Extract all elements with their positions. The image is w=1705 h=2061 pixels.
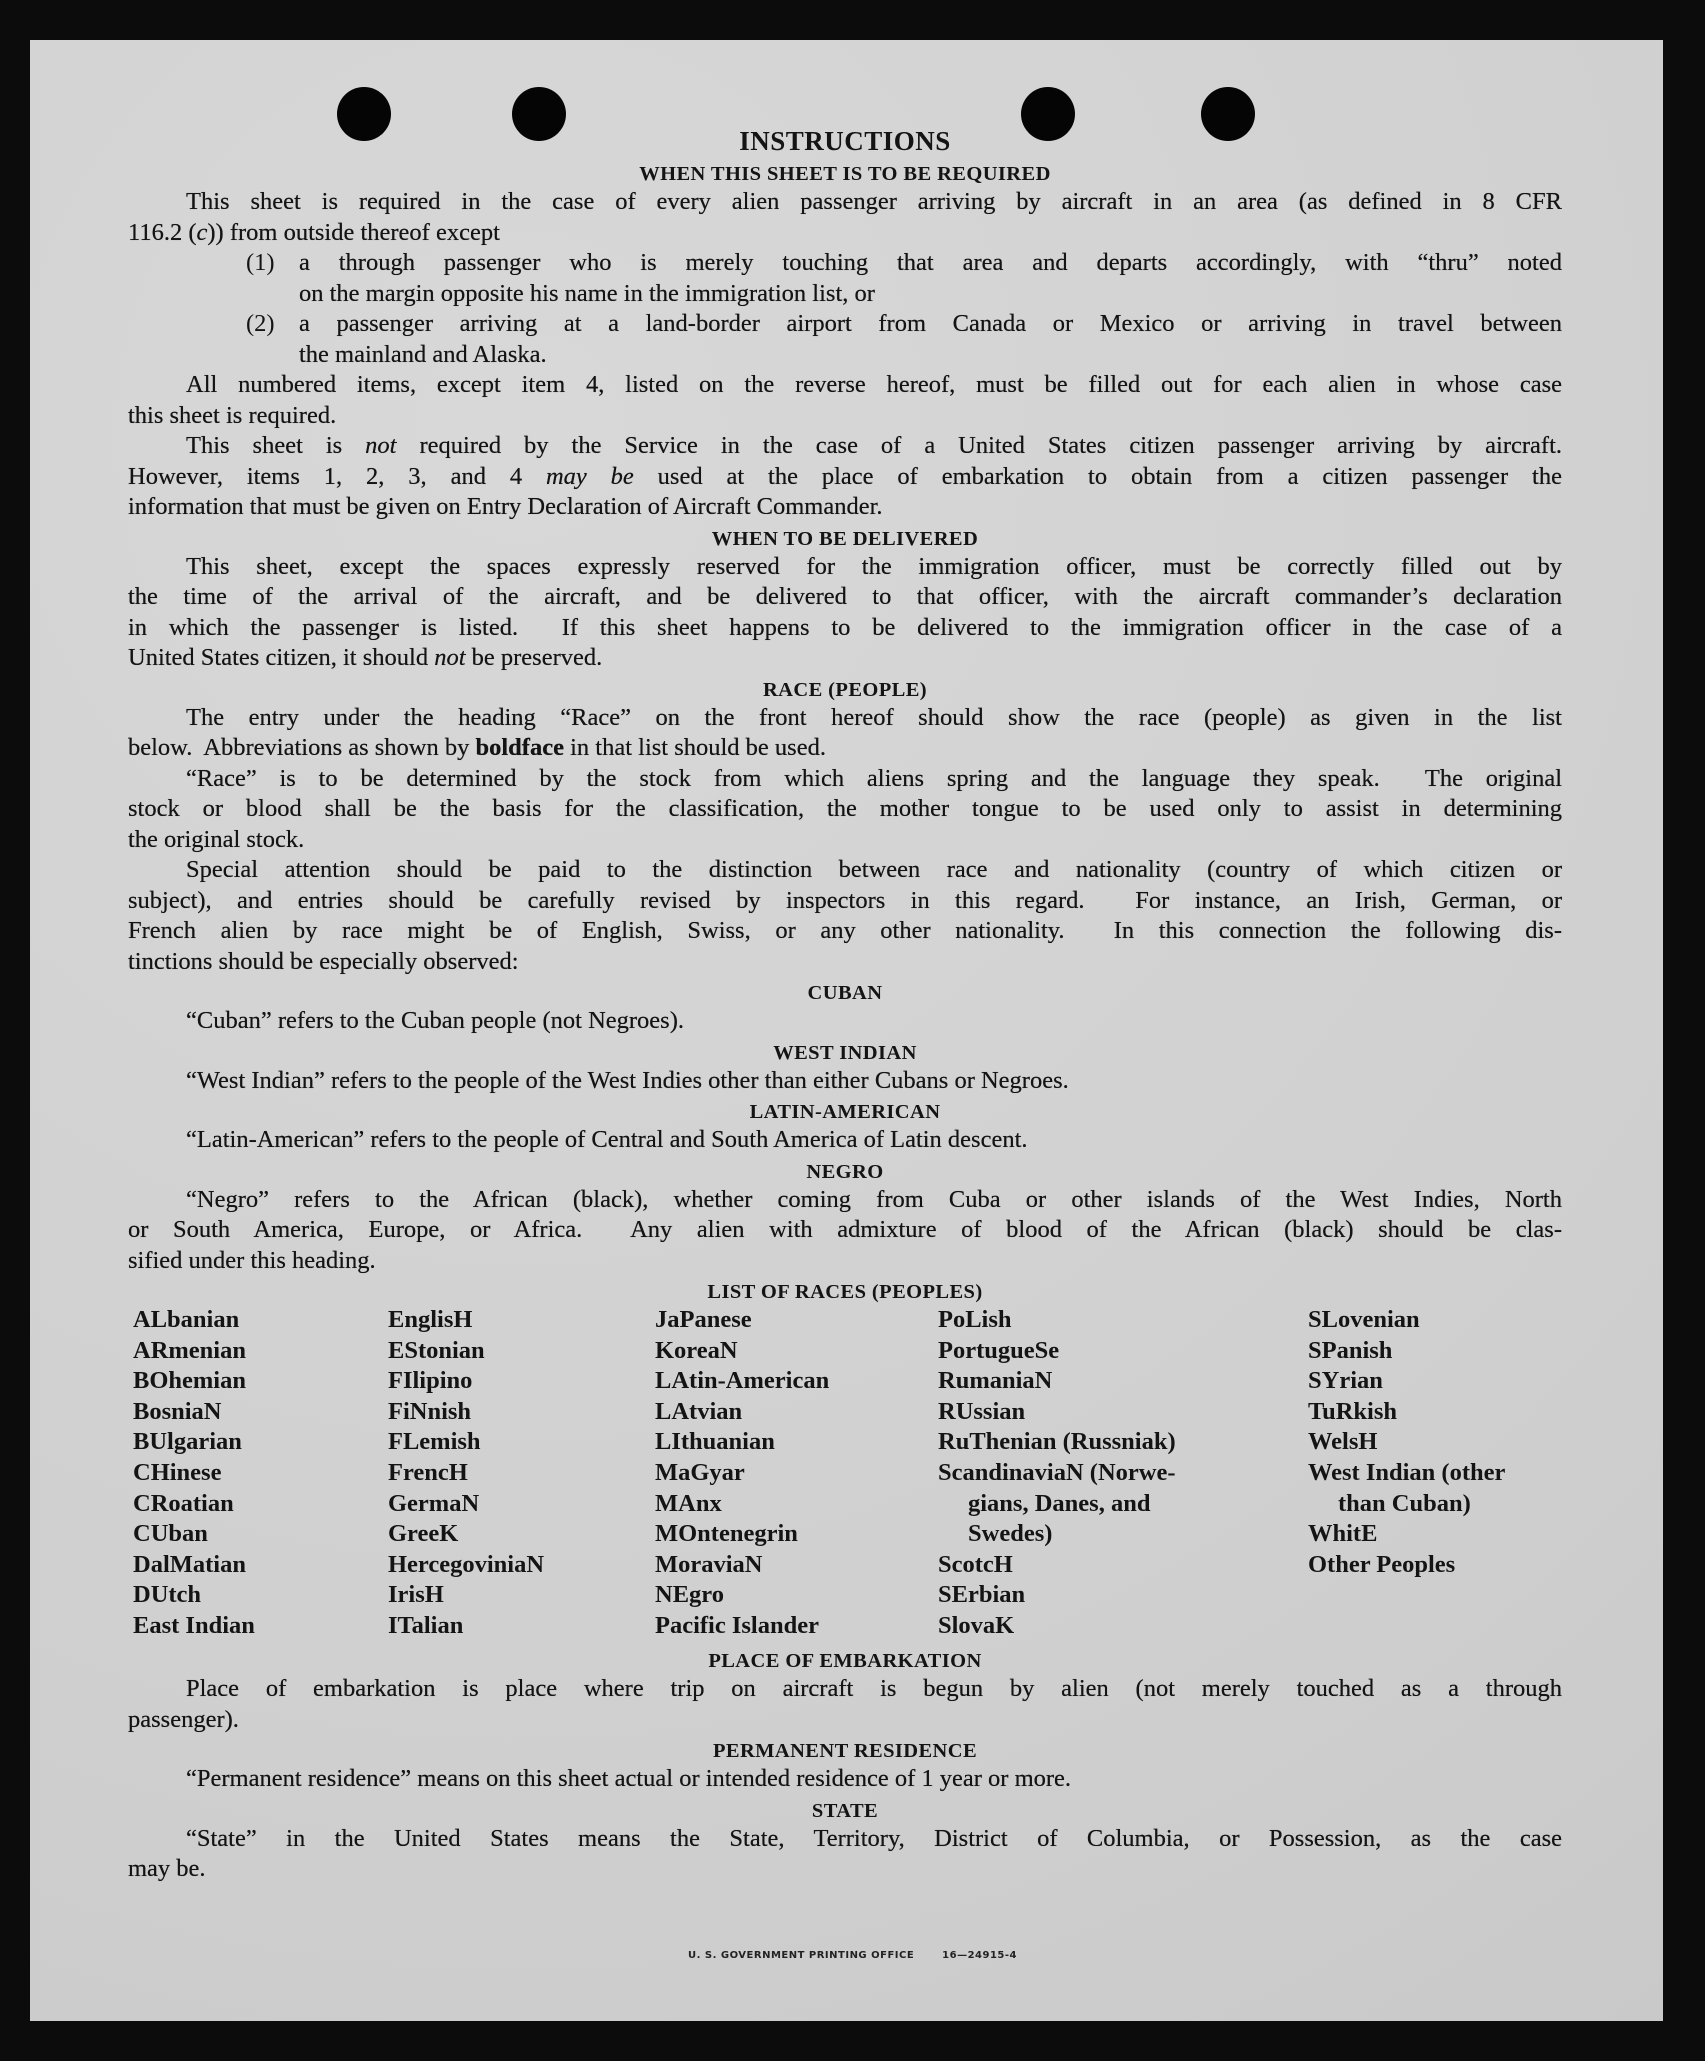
- race-name-line: ALbanian: [133, 1306, 240, 1333]
- race-entry: [1308, 1458, 1505, 1519]
- race-entry: [388, 1427, 481, 1458]
- instructions-body: [128, 124, 1562, 1885]
- race-entry: [655, 1611, 819, 1642]
- text-segment: on the margin opposite his name in the immigration list, or: [299, 279, 875, 307]
- race-name-line: SYrian: [1308, 1367, 1383, 1395]
- text-line: [128, 1215, 1562, 1246]
- race-entry: [655, 1305, 752, 1336]
- race-name-line: JaPanese: [655, 1306, 752, 1333]
- race-name-line: RuThenian (Russniak): [938, 1428, 1176, 1456]
- section-heading: WHEN THIS SHEET IS TO BE REQUIRED: [639, 163, 1051, 185]
- race-name-line: East Indian: [133, 1612, 255, 1639]
- text-line: [128, 431, 1562, 462]
- text-segment: may be.: [128, 1855, 206, 1882]
- text-line: [299, 279, 1562, 310]
- race-name-line: CHinese: [133, 1459, 222, 1486]
- text-line: [128, 462, 1562, 493]
- race-name-line: ScotcH: [938, 1550, 1013, 1578]
- text-line: [128, 1674, 1562, 1705]
- paragraph: [128, 1764, 1562, 1795]
- text-segment: )) from outside thereof except: [207, 218, 500, 246]
- race-entry: [1308, 1519, 1377, 1550]
- section-heading: NEGRO: [806, 1160, 884, 1183]
- text-segment: This sheet is required in the case of every alien passenger arriving by aircraft in an area (as defined in 8 CFR: [186, 188, 1562, 215]
- race-entry: [133, 1427, 242, 1458]
- text-segment: the original stock.: [128, 825, 305, 853]
- text-line: [128, 1066, 1562, 1097]
- text-line: [128, 703, 1562, 734]
- race-name-line: FIlipino: [388, 1367, 473, 1395]
- race-name-line: BosniaN: [133, 1397, 222, 1425]
- form-number: 16—24915-4: [942, 1950, 1017, 1961]
- document-title: INSTRUCTIONS: [739, 126, 951, 156]
- race-name-line: MoraviaN: [655, 1550, 763, 1578]
- text-line: [128, 764, 1562, 795]
- text-segment: or South America, Europe, or Africa. Any alien with admixture of blood of the African (black) should be clas-: [128, 1216, 1562, 1243]
- race-name-line: EStonian: [388, 1336, 485, 1364]
- text-segment: the time of the arrival of the aircraft, and be delivered to that officer, with the aircraft commander’s declaration: [128, 583, 1562, 610]
- race-entry: [133, 1580, 201, 1611]
- race-name-line: ITalian: [388, 1612, 464, 1639]
- race-name-line: LAtin-American: [655, 1367, 830, 1395]
- race-entry: [1308, 1550, 1455, 1581]
- numbered-item: [128, 248, 1562, 309]
- race-entry: [133, 1611, 255, 1642]
- text-line: [128, 552, 1562, 583]
- race-entry: [133, 1489, 234, 1520]
- bold-text: boldface: [475, 734, 564, 761]
- race-entry: [388, 1458, 468, 1489]
- paragraph: [128, 552, 1562, 674]
- paragraph: [128, 1824, 1562, 1885]
- race-entry: [655, 1336, 738, 1367]
- text-segment: in which the passenger is listed. If this sheet happens to be delivered to the immigration officer in the case of a: [128, 613, 1562, 641]
- race-entry: [655, 1489, 722, 1520]
- text-line: [128, 492, 1562, 523]
- text-segment: stock or blood shall be the basis for the classification, the mother tongue to be used only to assist in determining: [128, 795, 1562, 822]
- race-entry: [388, 1611, 463, 1642]
- text-line: [299, 309, 1562, 340]
- section-heading: RACE (PEOPLE): [762, 678, 928, 701]
- race-name-line: MAnx: [655, 1489, 722, 1517]
- paragraph: [128, 764, 1562, 856]
- race-entry: [938, 1458, 1176, 1550]
- race-name-line: Pacific Islander: [655, 1612, 819, 1639]
- race-name-line: NEgro: [655, 1581, 724, 1609]
- text-segment: Place of embarkation is place where trip on aircraft is begun by alien (not merely touched as a through: [186, 1675, 1562, 1702]
- text-line: [128, 187, 1562, 218]
- printer-credit: U. S. GOVERNMENT PRINTING OFFICE: [687, 1950, 915, 1961]
- race-entry: [1308, 1427, 1377, 1458]
- race-name-line: IrisH: [388, 1581, 444, 1609]
- race-name-line: BOhemian: [133, 1367, 246, 1395]
- race-name-line: RumaniaN: [938, 1367, 1053, 1395]
- race-name-line: RUssian: [938, 1397, 1026, 1425]
- text-segment: This sheet is: [186, 432, 366, 459]
- race-name-line: WelsH: [1308, 1428, 1378, 1456]
- text-line: [128, 613, 1562, 644]
- text-segment: the mainland and Alaska.: [299, 340, 547, 368]
- race-entry: [388, 1397, 471, 1428]
- text-segment: subject), and entries should be carefully revised by inspectors in this regard. For instance, an Irish, German, or: [128, 886, 1562, 914]
- text-segment: “Race” is to be determined by the stock from which aliens spring and the language they speak. The original: [186, 764, 1562, 792]
- item-number: (1): [246, 249, 275, 276]
- race-name-line: KoreaN: [655, 1336, 738, 1364]
- race-entry: [388, 1550, 544, 1581]
- text-segment: Special attention should be paid to the distinction between race and nationality (country of which citizen or: [186, 856, 1562, 883]
- text-segment: “West Indian” refers to the people of the West Indies other than either Cubans or Negroes.: [186, 1066, 1069, 1094]
- numbered-item: [128, 309, 1562, 370]
- race-name-line: WhitE: [1308, 1520, 1378, 1548]
- section-heading: WHEN TO BE DELIVERED: [711, 527, 979, 550]
- race-name-line: LIthuanian: [655, 1428, 775, 1456]
- text-line: [128, 825, 1562, 856]
- race-entry: [938, 1397, 1025, 1428]
- text-line: [128, 1854, 1562, 1885]
- section-heading: WEST INDIAN: [773, 1041, 917, 1064]
- text-line: [128, 1246, 1562, 1277]
- race-entry: [1308, 1397, 1397, 1428]
- race-list: [128, 1305, 1562, 1645]
- race-entry: [1308, 1305, 1420, 1336]
- text-segment: “Cuban” refers to the Cuban people (not Negroes).: [186, 1007, 684, 1034]
- race-name-line: ARmenian: [133, 1336, 246, 1364]
- race-entry: [133, 1397, 222, 1428]
- text-line: [128, 401, 1562, 432]
- race-name-line: SErbian: [938, 1581, 1026, 1609]
- text-segment: in that list should be used.: [563, 734, 826, 761]
- race-entry: [133, 1550, 246, 1581]
- race-entry: [388, 1366, 472, 1397]
- text-segment: “State” in the United States means the State, Territory, District of Columbia, or Possession, as the case: [186, 1824, 1562, 1852]
- italic-text: not: [434, 644, 466, 671]
- race-entry: [133, 1519, 208, 1550]
- race-name-line: Swedes): [968, 1520, 1053, 1548]
- race-name-line: CUban: [133, 1520, 208, 1548]
- text-line: [128, 1125, 1562, 1156]
- race-entry: [655, 1550, 763, 1581]
- race-entry: [388, 1305, 472, 1336]
- text-segment: tinctions should be especially observed:: [128, 947, 519, 975]
- text-line: [128, 1824, 1562, 1855]
- text-line: [128, 1006, 1562, 1037]
- text-line: [128, 886, 1562, 917]
- race-name-line: DalMatian: [133, 1550, 246, 1578]
- race-entry: [938, 1580, 1025, 1611]
- section-heading: CUBAN: [807, 982, 883, 1004]
- race-name-line: HercegoviniaN: [388, 1550, 545, 1578]
- race-entry: [938, 1550, 1013, 1581]
- paragraph: [128, 187, 1562, 248]
- race-entry: [388, 1336, 485, 1367]
- race-name-line: Other Peoples: [1308, 1550, 1456, 1578]
- race-name-line: SlovaK: [938, 1612, 1015, 1639]
- text-segment: “Latin-American” refers to the people of Central and South America of Latin descent.: [186, 1126, 1028, 1153]
- text-segment: required by the Service in the case of a United States citizen passenger arriving by aircraft.: [396, 432, 1563, 459]
- text-line: [299, 340, 1562, 371]
- section-heading: PLACE OF EMBARKATION: [708, 1650, 982, 1672]
- section-heading: PERMANENT RESIDENCE: [712, 1740, 978, 1762]
- race-entry: [655, 1397, 742, 1428]
- race-name-line: BUlgarian: [133, 1428, 242, 1456]
- paragraph: [128, 1125, 1562, 1156]
- text-segment: However, items 1, 2, 3, and 4: [128, 462, 546, 490]
- paragraph: [128, 1674, 1562, 1735]
- race-name-line: PoLish: [938, 1306, 1012, 1333]
- race-entry: [133, 1305, 239, 1336]
- text-line: [128, 582, 1562, 613]
- race-entry: [938, 1305, 1012, 1336]
- race-name-line: EnglisH: [388, 1306, 473, 1333]
- paragraph: [128, 431, 1562, 523]
- text-segment: “Permanent residence” means on this sheet actual or intended residence of 1 year or more.: [186, 1765, 1072, 1792]
- text-segment: “Negro” refers to the African (black), whether coming from Cuba or other islands of the West Indies, North: [186, 1185, 1562, 1213]
- race-entry: [133, 1336, 246, 1367]
- italic-text: not: [365, 432, 397, 459]
- race-name-line: LAtvian: [655, 1397, 743, 1425]
- race-entry: [388, 1580, 444, 1611]
- text-segment: below. Abbreviations as shown by: [128, 734, 476, 761]
- text-segment: passenger).: [128, 1705, 239, 1733]
- item-number: (2): [246, 310, 275, 337]
- text-segment: used at the place of embarkation to obtain from a citizen passenger the: [633, 462, 1562, 490]
- race-name-line: CRoatian: [133, 1489, 234, 1517]
- text-segment: French alien by race might be of English, Swiss, or any other nationality. In this connection the following dis-: [128, 917, 1562, 944]
- race-entry: [655, 1580, 724, 1611]
- text-line: [128, 218, 1562, 249]
- paragraph: [128, 1185, 1562, 1277]
- race-name-line: PortugueSe: [938, 1336, 1060, 1364]
- race-name-line: GermaN: [388, 1489, 480, 1517]
- text-line: [128, 855, 1562, 886]
- race-name-line: FrencH: [388, 1459, 468, 1486]
- paragraph: [128, 1006, 1562, 1037]
- text-line: [128, 947, 1562, 978]
- text-line: [299, 248, 1562, 279]
- race-entry: [133, 1366, 246, 1397]
- italic-text: c: [196, 218, 208, 246]
- italic-text: may be: [545, 462, 634, 490]
- race-name-line: SPanish: [1308, 1336, 1393, 1364]
- race-name-line: MOntenegrin: [655, 1520, 798, 1548]
- text-line: [128, 733, 1562, 764]
- race-entry: [388, 1489, 479, 1520]
- race-name-line: SLovenian: [1308, 1306, 1420, 1333]
- race-entry: [1308, 1366, 1383, 1397]
- race-name-line: GreeK: [388, 1520, 459, 1548]
- race-name-line: FiNnish: [388, 1397, 472, 1425]
- text-segment: The entry under the heading “Race” on the front hereof should show the race (people) as given in the list: [186, 703, 1562, 731]
- race-name-line: MaGyar: [655, 1459, 745, 1486]
- text-segment: All numbered items, except item 4, listed on the reverse hereof, must be filled out for each alien in whose case: [186, 371, 1562, 398]
- paragraph: [128, 855, 1562, 977]
- paragraph: [128, 703, 1562, 764]
- text-segment: be preserved.: [465, 644, 603, 671]
- race-name-line: DUtch: [133, 1581, 202, 1609]
- section-heading: STATE: [811, 1799, 879, 1822]
- race-entry: [388, 1519, 458, 1550]
- race-entry: [133, 1458, 221, 1489]
- section-heading: LATIN-AMERICAN: [749, 1101, 941, 1123]
- section-heading: LIST OF RACES (PEOPLES): [707, 1281, 983, 1303]
- text-line: [128, 916, 1562, 947]
- race-name-line: ScandinaviaN (Norwe-: [938, 1459, 1176, 1486]
- race-name-line: gians, Danes, and: [968, 1489, 1151, 1517]
- race-entry: [655, 1427, 775, 1458]
- text-segment: This sheet, except the spaces expressly reserved for the immigration officer, must be correctly filled out by: [186, 552, 1562, 580]
- race-entry: [938, 1611, 1014, 1642]
- text-segment: 116.2 (: [128, 218, 197, 246]
- text-line: [128, 643, 1562, 674]
- race-entry: [938, 1336, 1059, 1367]
- paragraph: [128, 1066, 1562, 1097]
- race-name-line: West Indian (other: [1308, 1459, 1506, 1486]
- race-name-line: FLemish: [388, 1428, 481, 1456]
- race-entry: [655, 1366, 829, 1397]
- text-line: [128, 1185, 1562, 1216]
- footer: [0, 1950, 1705, 1961]
- race-name-line: than Cuban): [1338, 1489, 1471, 1517]
- text-segment: a through passenger who is merely touching that area and departs accordingly, with “thru” noted: [299, 249, 1562, 276]
- text-line: [128, 370, 1562, 401]
- text-line: [128, 794, 1562, 825]
- text-segment: United States citizen, it should: [128, 644, 435, 671]
- text-line: [128, 1705, 1562, 1736]
- text-segment: sified under this heading.: [128, 1246, 376, 1274]
- race-entry: [938, 1366, 1052, 1397]
- race-entry: [938, 1427, 1176, 1458]
- text-line: [128, 1764, 1562, 1795]
- race-entry: [655, 1458, 745, 1489]
- text-segment: a passenger arriving at a land-border airport from Canada or Mexico or arriving in travel between: [299, 310, 1562, 337]
- text-segment: information that must be given on Entry Declaration of Aircraft Commander.: [128, 493, 883, 520]
- race-name-line: TuRkish: [1308, 1397, 1398, 1425]
- race-entry: [655, 1519, 798, 1550]
- race-entry: [1308, 1336, 1392, 1367]
- text-segment: this sheet is required.: [128, 401, 337, 429]
- paragraph: [128, 370, 1562, 431]
